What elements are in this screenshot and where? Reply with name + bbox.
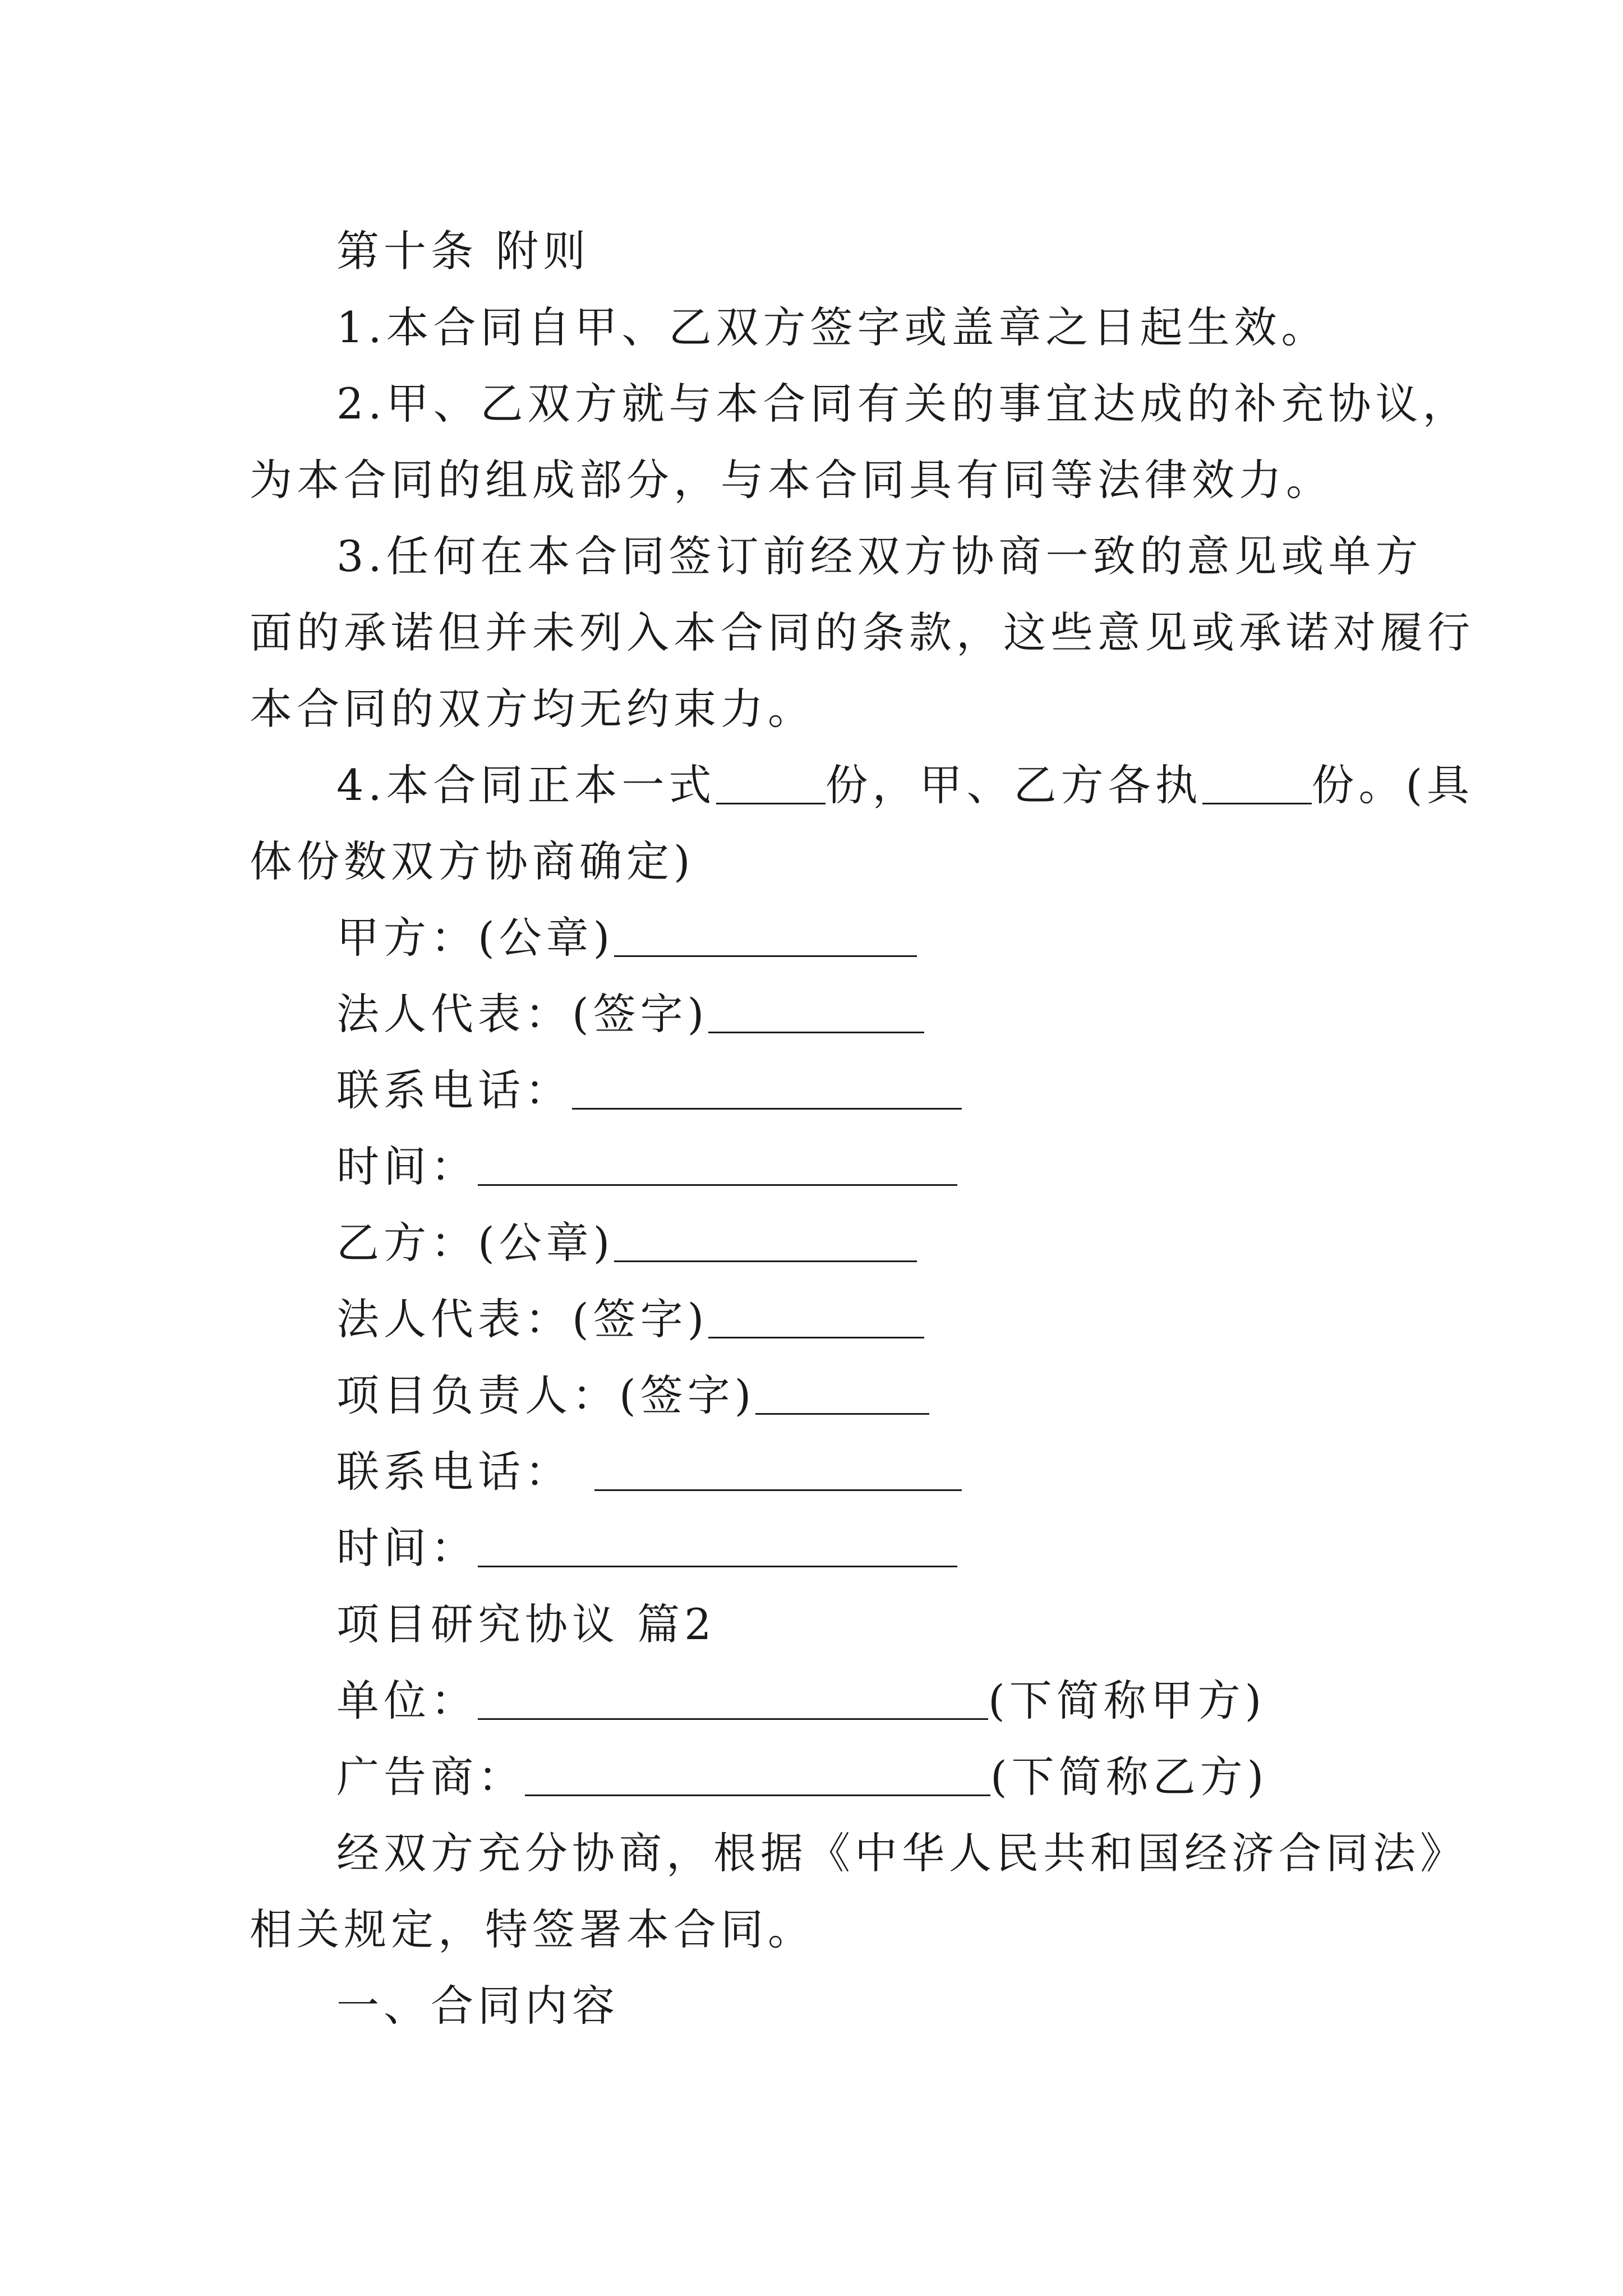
party-b-rep-row <box>250 1281 1377 1358</box>
party-a-rep-blank[interactable] <box>708 992 924 1033</box>
advertiser-suffix: (下简称乙方) <box>990 1752 1269 1802</box>
party-b-seal-label: 乙方：(公章) <box>336 1218 615 1268</box>
party-b-manager-label: 项目负责人：(签字) <box>336 1370 756 1420</box>
unit-blank[interactable] <box>478 1679 988 1720</box>
clause-1: 1.本合同自甲、乙双方签字或盖章之日起生效。 <box>336 302 1329 352</box>
party-a-rep-label: 法人代表：(签字) <box>336 989 709 1039</box>
party-a-seal-row <box>250 900 1377 976</box>
party-b-manager-row <box>250 1358 1377 1434</box>
article-heading: 第十条 附则 <box>336 226 591 276</box>
advertiser-blank[interactable] <box>525 1755 990 1796</box>
party-b-rep-blank[interactable] <box>708 1297 924 1338</box>
party-a-time-label: 时间： <box>336 1142 478 1191</box>
clause-4-part-a: 4.本合同正本一式 <box>336 760 716 810</box>
party-a-time-blank[interactable] <box>478 1145 957 1186</box>
intro-line-2: 相关规定，特签署本合同。 <box>250 1904 815 1954</box>
party-b-rep-label: 法人代表：(签字) <box>336 1294 709 1344</box>
unit-suffix: (下简称甲方) <box>988 1676 1266 1726</box>
party-a-rep-row <box>250 976 1377 1052</box>
clause-4-line-2: 体份数双方协商确定) <box>250 836 695 886</box>
party-a-phone-blank[interactable] <box>572 1069 962 1110</box>
clause-3-line-3: 本合同的双方均无约束力。 <box>250 684 815 734</box>
advertiser-row <box>250 1739 1377 1815</box>
clause-3-line-2: 面的承诺但并未列入本合同的条款，这些意见或承诺对履行 <box>250 608 1474 657</box>
party-a-phone-label: 联系电话： <box>336 1065 572 1115</box>
copies-total-blank[interactable] <box>716 763 826 804</box>
party-b-phone-label: 联系电话： <box>336 1447 572 1497</box>
party-a-time-row <box>250 1129 1377 1205</box>
section-2-title: 项目研究协议 篇2 <box>336 1599 716 1649</box>
copies-each-blank[interactable] <box>1202 763 1312 804</box>
party-a-seal-blank[interactable] <box>614 916 917 957</box>
unit-label: 单位： <box>336 1676 478 1726</box>
party-b-phone-blank[interactable] <box>594 1450 962 1491</box>
document-page <box>250 213 1474 2044</box>
clause-3-line-1: 3.任何在本合同签订前经双方协商一致的意见或单方 <box>336 531 1423 581</box>
part-1-heading: 一、合同内容 <box>336 1981 619 2031</box>
unit-row <box>250 1663 1377 1739</box>
clause-2-line-1: 2.甲、乙双方就与本合同有关的事宜达成的补充协议， <box>336 379 1470 429</box>
clause-2-line-2: 为本合同的组成部分，与本合同具有同等法律效力。 <box>250 455 1333 505</box>
clause-4-part-c: 份。(具 <box>1311 760 1474 810</box>
party-a-phone-row <box>250 1052 1377 1129</box>
party-b-time-label: 时间： <box>336 1523 478 1573</box>
party-b-seal-blank[interactable] <box>614 1221 917 1262</box>
clause-4-part-b: 份，甲、乙方各执 <box>825 760 1202 810</box>
party-a-seal-label: 甲方：(公章) <box>336 913 615 963</box>
party-b-time-row <box>250 1510 1377 1586</box>
party-b-phone-row <box>250 1434 1377 1510</box>
party-b-manager-blank[interactable] <box>755 1374 929 1415</box>
party-b-seal-row <box>250 1205 1377 1281</box>
party-b-time-blank[interactable] <box>478 1526 957 1567</box>
clause-4-line-1 <box>250 747 1474 823</box>
advertiser-label: 广告商： <box>336 1752 525 1802</box>
intro-line-1: 经双方充分协商，根据《中华人民共和国经济合同法》 <box>336 1828 1467 1878</box>
